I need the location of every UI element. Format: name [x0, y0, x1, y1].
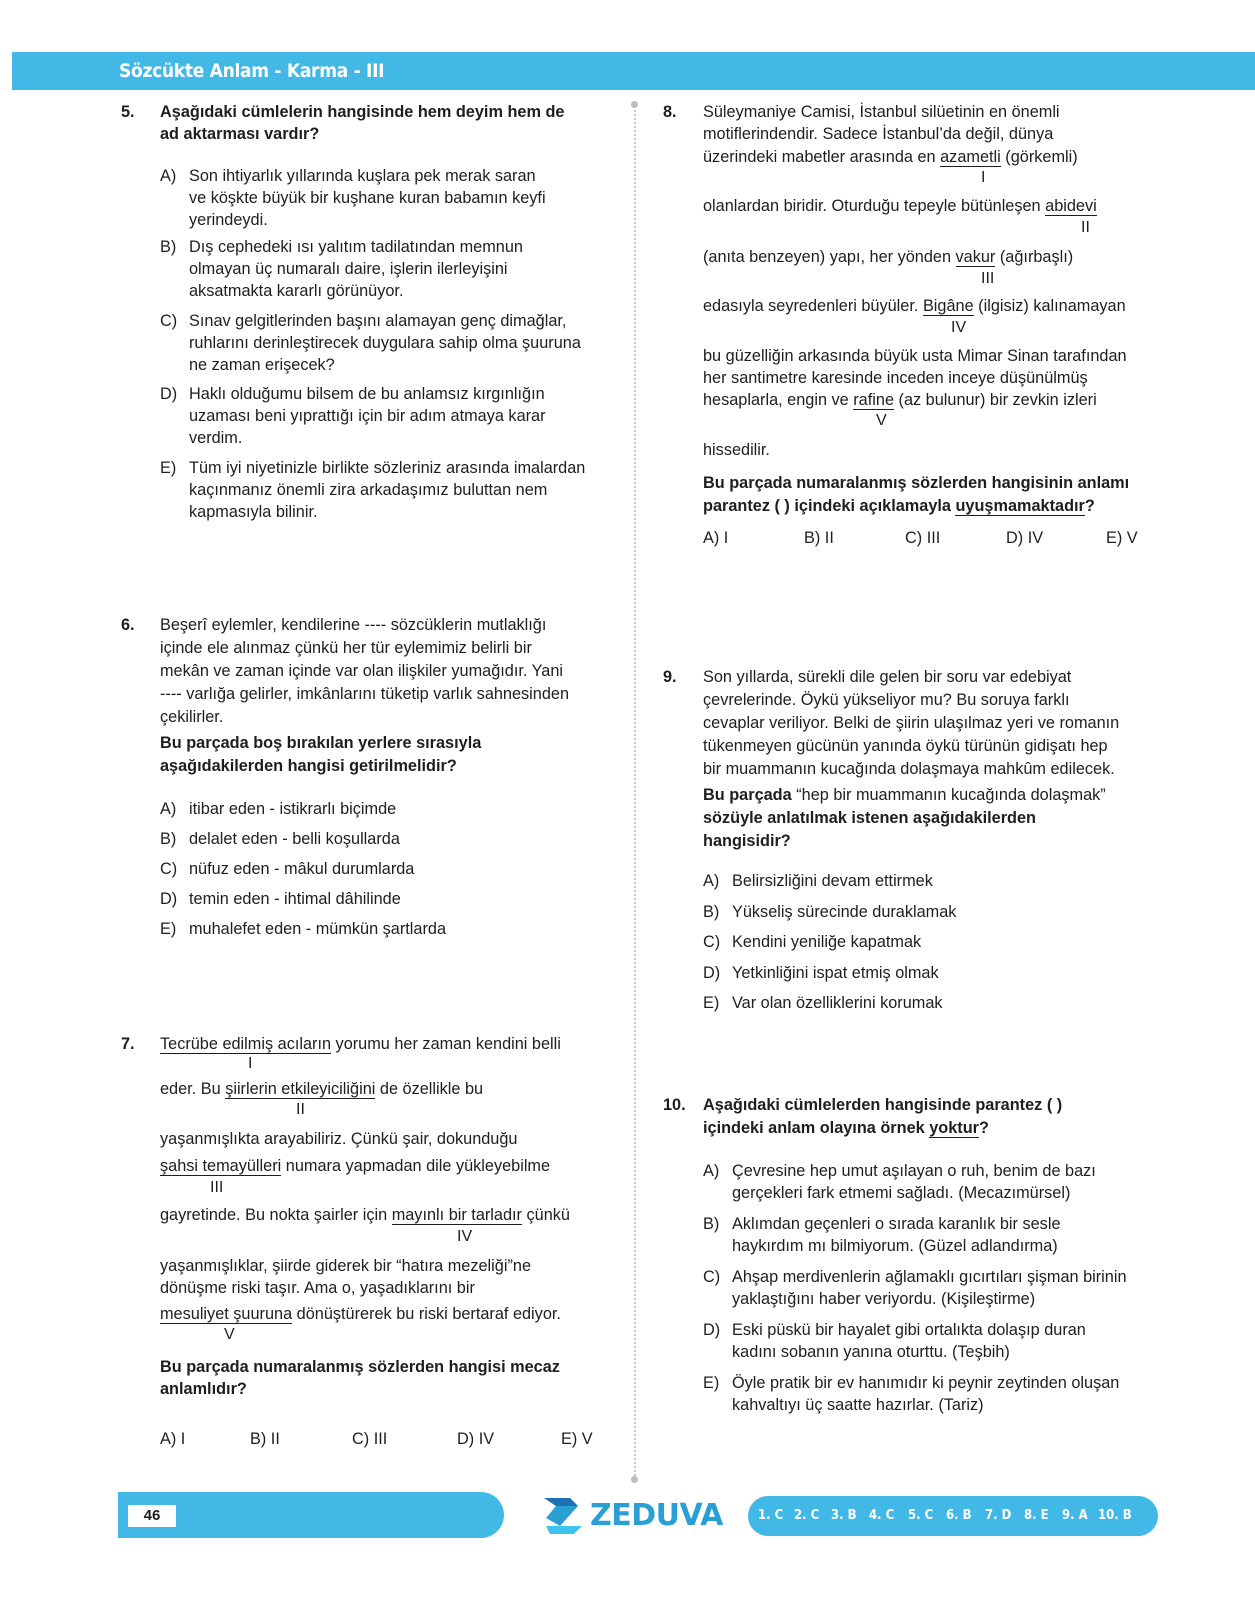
option-letter: B): [703, 1215, 720, 1233]
option-letter: C): [160, 860, 178, 878]
question-number: 5.: [121, 103, 135, 121]
footer-page-bar: [118, 1492, 504, 1538]
option-letter: A): [703, 872, 720, 890]
logo-wordmark: ZEDUVA: [590, 1498, 723, 1533]
zeduva-logo-icon: [540, 1496, 586, 1536]
passage-line: şahsi temayülleri numara yapmadan dile yükleyebilme: [160, 1157, 551, 1175]
option-text: Yetkinliğini ispat etmiş olmak: [732, 964, 939, 982]
option-letter: A): [160, 800, 177, 818]
passage-line: Süleymaniye Camisi, İstanbul silüetinin en önemli: [703, 103, 1060, 121]
question-number: 9.: [663, 668, 677, 686]
passage-line: dönüşme riski taşır. Ama o, yaşadıklarını bir: [160, 1279, 475, 1297]
passage-line: ---- varlığa gelirler, imkânlarını tüketip varlık sahnesinden: [160, 685, 570, 703]
option-text: haykırdım mı bilmiyorum. (Güzel adlandırma): [732, 1237, 1058, 1255]
numbered-phrase-1: Tecrübe edilmiş acıların: [160, 1035, 332, 1053]
emphasis-underline: yoktur: [929, 1119, 979, 1137]
answer-b[interactable]: B) II: [250, 1430, 280, 1448]
option-letter: C): [703, 1268, 721, 1286]
answer-key-item: 6. B: [946, 1508, 972, 1523]
numbered-phrase-2: şiirlerin etkileyiciliğini: [225, 1080, 376, 1098]
passage-line: cevaplar veriliyor. Belki de şiirin ulaşılmaz yeri ve romanın: [703, 714, 1120, 732]
roman-numeral-3: III: [210, 1179, 224, 1196]
option-letter: D): [160, 890, 178, 908]
option-text: Eski püskü bir hayalet gibi ortalıkta dolaşıp duran: [732, 1321, 1086, 1339]
option-letter: D): [703, 1321, 721, 1339]
option-text: nüfuz eden - mâkul durumlarda: [189, 860, 415, 878]
answer-a[interactable]: A) I: [160, 1430, 186, 1448]
answer-key-item: 8. E: [1024, 1508, 1049, 1523]
option-text: Sınav gelgitlerinden başını alamayan genç dimağlar,: [189, 312, 567, 330]
answer-b[interactable]: B) II: [804, 529, 834, 547]
passage-line: bir muammanın kucağında dolaşmaya mahkûm edilecek.: [703, 760, 1115, 778]
passage-line: hesaplarla, engin ve rafine (az bulunur) bir zevkin izleri: [703, 391, 1097, 409]
option-letter: B): [703, 903, 720, 921]
numbered-word-3: vakur: [955, 248, 996, 266]
numbered-word-4: Bigâne: [922, 297, 974, 315]
passage-line: tükenmeyen gücünün yanında öykü türünün gidişatı hep: [703, 737, 1108, 755]
passage-line: Tecrübe edilmiş acıların yorumu her zaman kendini belli: [160, 1035, 561, 1053]
question-stem: parantez ( ) içindeki açıklamayla uyuşmamaktadır?: [703, 497, 1095, 515]
question-stem: aşağıdakilerden hangisi getirilmelidir?: [160, 757, 457, 775]
option-text: Ahşap merdivenlerin ağlamaklı gıcırtıları şişman birinin: [732, 1268, 1127, 1286]
roman-numeral-4: IV: [951, 319, 967, 336]
answer-c[interactable]: C) III: [352, 1430, 388, 1448]
passage-line: edasıyla seyredenleri büyüler. Bigâne (ilgisiz) kalınamayan: [703, 297, 1126, 315]
page-title: Sözcükte Anlam - Karma - III: [119, 60, 385, 82]
answer-key-item: 5. C: [908, 1508, 934, 1523]
roman-numeral-5: V: [224, 1326, 235, 1343]
option-text: Tüm iyi niyetinizle birlikte sözleriniz arasında imalardan: [189, 459, 586, 477]
option-letter: B): [160, 238, 177, 256]
option-text: kahvaltıyı üç saatte hazırlar. (Tariz): [732, 1396, 984, 1414]
numbered-phrase-5: mesuliyet şuuruna: [160, 1305, 293, 1323]
option-text: delalet eden - belli koşullarda: [189, 830, 400, 848]
option-text: kapmasıyla bilinir.: [189, 503, 318, 521]
question-number: 8.: [663, 103, 677, 121]
option-text: temin eden - ihtimal dâhilinde: [189, 890, 401, 908]
passage-line: olanlardan biridir. Oturduğu tepeyle bütünleşen abidevi: [703, 197, 1097, 215]
option-text: Belirsizliğini devam ettirmek: [732, 872, 933, 890]
option-text: itibar eden - istikrarlı biçimde: [189, 800, 397, 818]
option-text: ruhlarını derinleştirecek duygulara sahip olma şuuruna: [189, 334, 581, 352]
passage-line: (anıta benzeyen) yapı, her yönden vakur (ağırbaşlı): [703, 248, 1074, 266]
passage-line: her santimetre karesinde inceden inceye düşünülmüş: [703, 369, 1088, 387]
zeduva-logo: [540, 1496, 723, 1536]
passage-line: yaşanmışlıklar, şiirde giderek bir “hatıra mezeliği”ne: [160, 1257, 531, 1275]
answer-d[interactable]: D) IV: [1006, 529, 1044, 547]
passage-line: eder. Bu şiirlerin etkileyiciliğini de özellikle bu: [160, 1080, 484, 1098]
roman-numeral-1: I: [248, 1055, 253, 1072]
question-stem: ad aktarması vardır?: [160, 125, 320, 143]
answer-key-item: 10. B: [1098, 1508, 1132, 1523]
answer-key-item: 7. D: [985, 1508, 1012, 1523]
option-text: verdim.: [189, 429, 243, 447]
roman-numeral-4: IV: [457, 1228, 473, 1245]
passage-line: mekân ve zaman içinde var olan ilişkiler yumağıdır. Yani: [160, 662, 563, 680]
option-letter: D): [160, 385, 178, 403]
numbered-word-5: rafine: [853, 391, 894, 409]
option-text: ve köşkte büyük bir kuşhane kuran babamın keyfi: [189, 189, 546, 207]
option-letter: E): [703, 1374, 720, 1392]
option-text: gerçekleri fark etmemi sağladı. (Mecazımürsel): [732, 1184, 1071, 1202]
answer-key-item: 4. C: [869, 1508, 895, 1523]
numbered-phrase-4: mayınlı bir tarladır: [391, 1206, 522, 1224]
question-stem: anlamlıdır?: [160, 1380, 247, 1398]
option-text: Haklı olduğumu bilsem de bu anlamsız kırgınlığın: [189, 385, 545, 403]
option-letter: A): [703, 1162, 720, 1180]
answer-key-item: 1. C: [758, 1508, 784, 1523]
passage-line: mesuliyet şuuruna dönüştürerek bu riski bertaraf ediyor.: [160, 1305, 561, 1323]
question-stem: Bu parçada “hep bir muammanın kucağında dolaşmak”: [703, 786, 1106, 804]
option-text: olmayan üç numaralı daire, işlerin ilerleyişini: [189, 260, 508, 278]
option-text: muhalefet eden - mümkün şartlarda: [189, 920, 447, 938]
option-text: yaklaştığını haber veriyordu. (Kişileştirme): [732, 1290, 1036, 1308]
page-number: 46: [128, 1505, 176, 1527]
answer-c[interactable]: C) III: [905, 529, 941, 547]
passage-line: motiflerindendir. Sadece İstanbul’da değil, dünya: [703, 125, 1054, 143]
roman-numeral-2: II: [296, 1101, 305, 1118]
passage-line: Son yıllarda, sürekli dile gelen bir soru var edebiyat: [703, 668, 1072, 686]
answer-key: [748, 1496, 1158, 1536]
option-letter: D): [703, 964, 721, 982]
answer-e[interactable]: E) V: [1106, 529, 1138, 547]
roman-numeral-5: V: [876, 412, 887, 429]
passage-line: çekilirler.: [160, 708, 224, 726]
numbered-word-2: abidevi: [1045, 197, 1097, 215]
answer-key-item: 2. C: [794, 1508, 820, 1523]
header-bar: [12, 52, 1255, 90]
answer-d[interactable]: D) IV: [457, 1430, 495, 1448]
option-text: Aklımdan geçenleri o sırada karanlık bir sesle: [732, 1215, 1061, 1233]
option-letter: E): [160, 459, 177, 477]
option-text: Yükseliş sürecinde duraklamak: [732, 903, 957, 921]
option-text: uzaması beni yıprattığı için bir adım atmaya karar: [189, 407, 546, 425]
option-text: aksatmakta kararlı görünüyor.: [189, 282, 404, 300]
question-stem: Bu parçada numaralanmış sözlerden hangisi mecaz: [160, 1358, 560, 1376]
option-text: Var olan özelliklerini korumak: [732, 994, 943, 1012]
option-text: Son ihtiyarlık yıllarında kuşlara pek merak saran: [189, 167, 536, 185]
option-text: Çevresine hep umut aşılayan o ruh, benim de bazı: [732, 1162, 1096, 1180]
option-letter: E): [703, 994, 720, 1012]
question-number: 10.: [663, 1096, 686, 1114]
question-number: 7.: [121, 1035, 135, 1053]
question-stem: hangisidir?: [703, 832, 791, 850]
numbered-phrase-3: şahsi temayülleri: [160, 1157, 282, 1175]
answer-key-item: 9. A: [1062, 1508, 1088, 1523]
passage-line: yaşanmışlıkta arayabiliriz. Çünkü şair, dokunduğu: [160, 1130, 518, 1148]
passage-line: çevrelerinde. Öykü yükseliyor mu? Bu soruya farklı: [703, 691, 1070, 709]
option-letter: E): [160, 920, 177, 938]
option-text: Kendini yeniliğe kapatmak: [732, 933, 922, 951]
divider-top-dot: [631, 101, 638, 108]
option-letter: B): [160, 830, 177, 848]
numbered-word-1: azametli: [940, 148, 1001, 166]
question-stem: Bu parçada boş bırakılan yerlere sırasıyla: [160, 734, 482, 752]
answer-e[interactable]: E) V: [561, 1430, 593, 1448]
question-stem: sözüyle anlatılmak istenen aşağıdakilerden: [703, 809, 1036, 827]
roman-numeral-3: III: [981, 270, 995, 287]
option-text: Öyle pratik bir ev hanımıdır ki peynir zeytinden oluşan: [732, 1374, 1120, 1392]
divider-bottom-dot: [631, 1476, 638, 1483]
answer-a[interactable]: A) I: [703, 529, 729, 547]
option-text: yerindeydi.: [189, 211, 268, 229]
passage-line: Beşerî eylemler, kendilerine ---- sözcüklerin mutlaklığı: [160, 616, 547, 634]
roman-numeral-2: II: [1081, 219, 1090, 236]
option-text: Dış cephedeki ısı yalıtım tadilatından memnun: [189, 238, 523, 256]
passage-line: hissedilir.: [703, 441, 770, 459]
emphasis-underline: uyuşmamaktadır: [955, 497, 1085, 515]
option-text: ne zaman erişecek?: [189, 356, 335, 374]
question-stem: Aşağıdaki cümlelerden hangisinde parantez ( ): [703, 1096, 1063, 1114]
answer-key-item: 3. B: [831, 1508, 857, 1523]
column-divider: [634, 103, 636, 1480]
passage-line: gayretinde. Bu nokta şairler için mayınlı bir tarladır çünkü: [160, 1206, 570, 1224]
passage-line: üzerindeki mabetler arasında en azametli (görkemli): [703, 148, 1078, 166]
question-stem: Aşağıdaki cümlelerin hangisinde hem deyim hem de: [160, 103, 565, 121]
question-stem: içindeki anlam olayına örnek yoktur?: [703, 1119, 989, 1137]
option-letter: C): [160, 312, 178, 330]
passage-line: bu güzelliğin arkasında büyük usta Mimar Sinan tarafından: [703, 347, 1127, 365]
roman-numeral-1: I: [981, 169, 986, 186]
option-letter: C): [703, 933, 721, 951]
question-stem: Bu parçada numaralanmış sözlerden hangisinin anlamı: [703, 474, 1130, 492]
option-text: kadını sobanın yanına oturttu. (Teşbih): [732, 1343, 1010, 1361]
option-text: kaçınmanız önemli zira arkadaşımız buluttan nem: [189, 481, 548, 499]
option-letter: A): [160, 167, 177, 185]
passage-line: içinde ele alınmaz çünkü her tür eylemimiz belirli bir: [160, 639, 532, 657]
question-number: 6.: [121, 616, 135, 634]
